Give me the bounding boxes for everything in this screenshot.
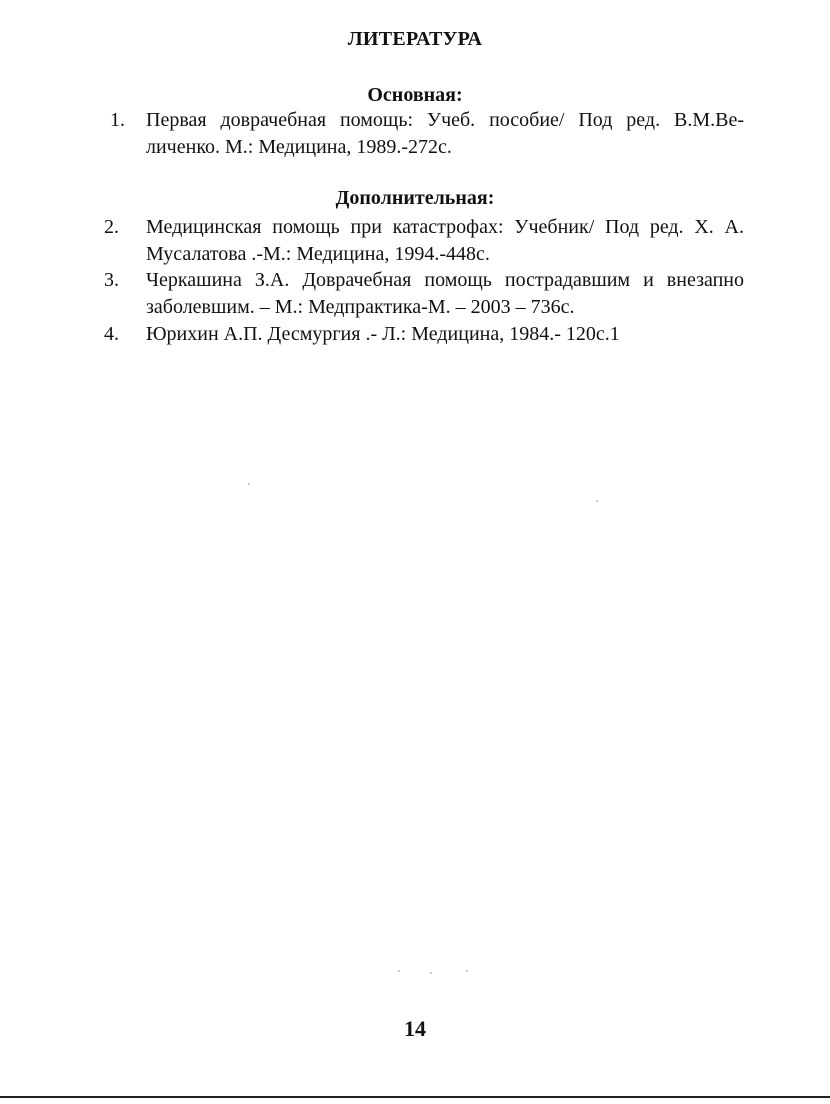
scan-edge-line: [0, 1096, 830, 1098]
reference-number: 1.: [110, 109, 125, 131]
section-heading-main: Основная:: [367, 84, 463, 106]
scan-speck: [430, 972, 432, 974]
reference-number: 3.: [104, 269, 119, 291]
reference-text: Медицинская помощь при катастрофах: Учебник/ Под ред. Х. А. Мусалатова .-М.: Медицина, 1994.-448с.: [146, 216, 744, 265]
page-title: ЛИТЕРАТУРА: [347, 28, 483, 50]
reference-item: [104, 321, 744, 348]
scan-speck: [398, 970, 400, 972]
reference-item: [104, 107, 744, 161]
reference-number: 4.: [104, 323, 119, 345]
reference-text: Первая доврачебная помощь: Учеб. пособие/ Под ред. В.М.Ве-личенко. М.: Медицина, 1989.-272с.: [146, 109, 744, 158]
reference-number: 2.: [104, 216, 119, 238]
reference-text: Юрихин А.П. Десмургия .- Л.: Медицина, 1984.- 120с.1: [146, 323, 620, 345]
reference-item: [104, 267, 744, 321]
scan-speck: [466, 970, 468, 972]
scan-speck: [596, 500, 598, 502]
section-heading-additional: Дополнительная:: [335, 187, 495, 209]
reference-item: [104, 214, 744, 268]
page-number: 14: [404, 1016, 426, 1041]
reference-text: Черкашина З.А. Доврачебная помощь пострадавшим и внезапно заболевшим. – М.: Медпрактика-М. – 2003 – 736с.: [146, 269, 744, 318]
scan-speck: [248, 483, 250, 485]
